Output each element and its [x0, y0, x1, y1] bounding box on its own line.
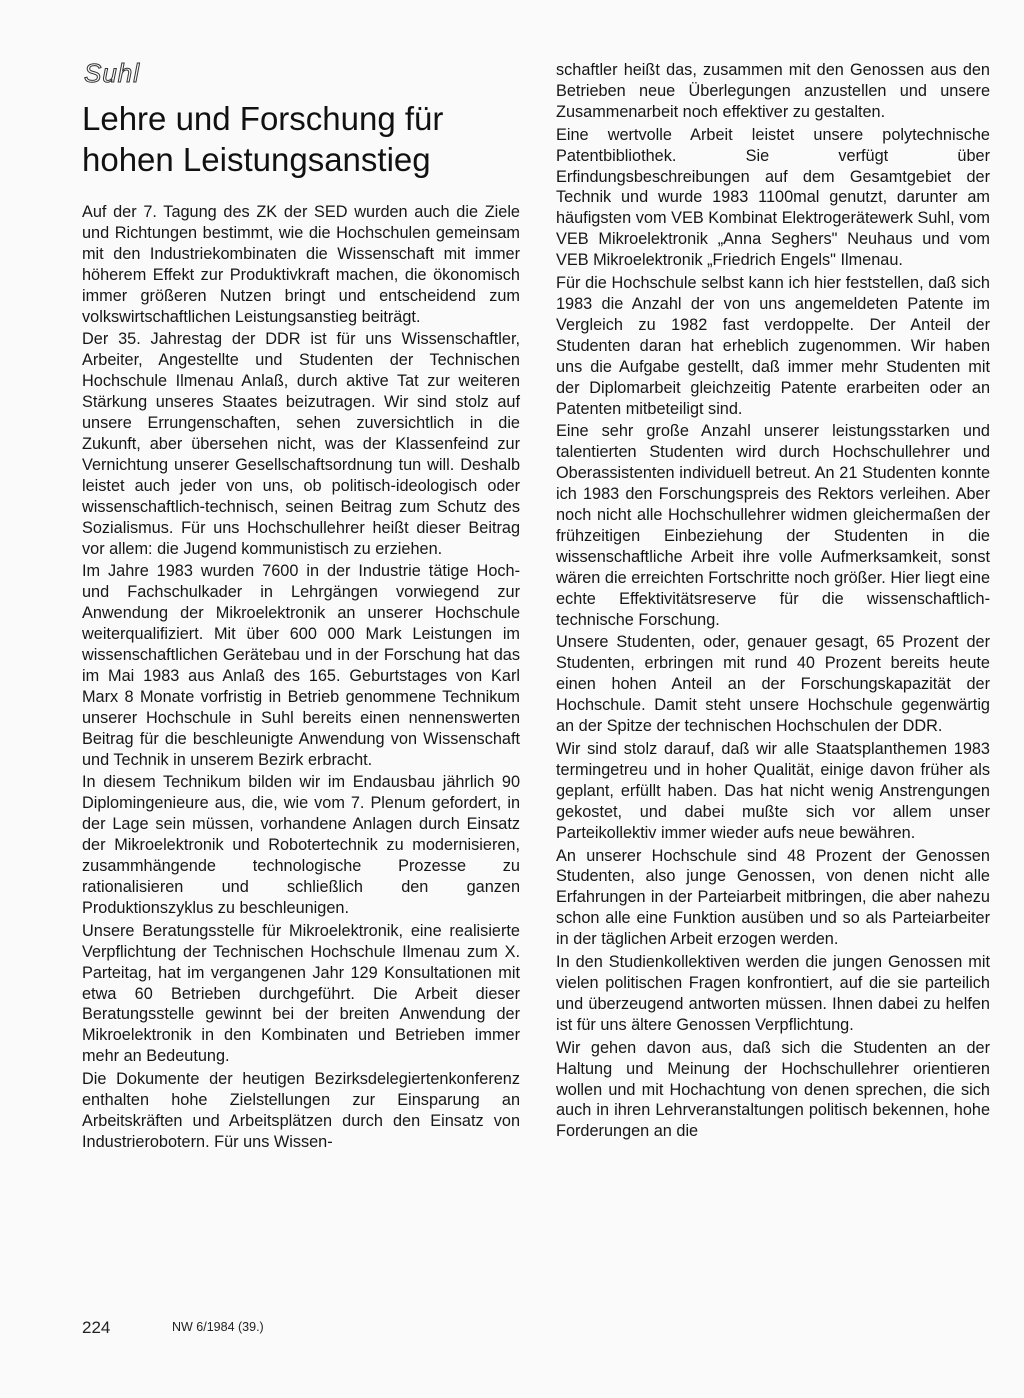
source-reference: NW 6/1984 (39.) — [172, 1320, 264, 1334]
paragraph: Eine sehr große Anzahl unserer leistungsstarken und talentierten Studenten wird durch Hochschullehrer und Oberassistenten individuell betreut. An 21 Studenten konnte ich 1983 den Forschungspreis des Rektors verleihen. Aber noch nicht alle Hochschullehrer widmen gleichermaßen der frühzeitigen Einbeziehung der Studenten in die wissenschaftliche Arbeit ihre volle Aufmerksamkeit, sonst wären die erreichten Fortschritte noch größer. Hier liegt eine echte Effektivitätsreserve für die wissenschaftlich-technische Forschung. — [556, 422, 990, 629]
paragraph: Unsere Studenten, oder, genauer gesagt, 65 Prozent der Studenten, erbringen mit rund 40 Prozent bereits heute einen hohen Anteil an der Forschungskapazität der Hochschule. Damit steht unsere Hochschule gegenwärtig an der Spitze der technischen Hochschulen der DDR. — [556, 633, 990, 736]
left-column — [82, 202, 520, 1155]
paragraph: Eine wertvolle Arbeit leistet unsere polytechnische Patentbibliothek. Sie verfügt über Erfindungsbeschreibungen auf dem Gesamtgebiet der Technik und wurde 1983 1100mal genutzt, darunter am häufigsten vom VEB Kombinat Elektrogerätewerk Suhl, vom VEB Mikroelektronik „Anna Seghers" Neuhaus und vom VEB Mikroelektronik „Friedrich Engels" Ilmenau. — [556, 125, 990, 270]
right-column — [556, 60, 990, 1144]
page-number: 224 — [82, 1318, 111, 1337]
paragraph: schaftler heißt das, zusammen mit den Genossen aus den Betrieben neue Überlegungen anzustellen und unsere Zusammenarbeit noch effektiver zu gestalten. — [556, 61, 990, 121]
paragraph: Wir gehen davon aus, daß sich die Studenten an der Haltung und Meinung der Hochschullehrer orientieren wollen und mit Hochachtung von denen sprechen, die sich auch in ihren Lehrveranstaltungen politisch bekennen, hohe Forderungen an die — [556, 1038, 990, 1141]
paragraph: In diesem Technikum bilden wir im Endausbau jährlich 90 Diplomingenieure aus, die, wie vom 7. Plenum gefordert, in der Lage sein müssen, vorhandene Anlagen durch Einsatz der Mikroelektronik und Robotertechnik zu modernisieren, zusammhängende technologische Prozesse zu rationalisieren und schließlich den ganzen Produktionszyklus zu beschleunigen. — [82, 773, 520, 917]
paragraph: Die Dokumente der heutigen Bezirksdelegiertenkonferenz enthalten hohe Zielstellungen zur Einsparung an Arbeitskräften und Arbeitsplätzen durch den Einsatz von Industrierobotern. Für uns Wissen- — [82, 1070, 520, 1151]
paragraph: Im Jahre 1983 wurden 7600 in der Industrie tätige Hoch- und Fachschulkader in Lehrgängen vorwiegend zur Anwendung der Mikroelektronik an unserer Hochschule weiterqualifiziert. Mit über 600 000 Mark Leistungen im wissenschaftlichen Gerätebau und in der Forschung hat das im Mai 1983 aus Anlaß des 165. Geburtstages von Karl Marx 8 Monate vorfristig in Betrieb genommene Technikum unserer Hochschule in Suhl bereits einen nennenswerten Beitrag für die beschleunigte Anwendung von Wissenschaft und Technik in unserem Bezirk erbracht. — [82, 562, 520, 769]
paragraph: Unsere Beratungsstelle für Mikroelektronik, eine realisierte Verpflichtung der Technischen Hochschule Ilmenau zum X. Parteitag, hat im vergangenen Jahr 129 Konsultationen mit etwa 60 Betrieben durchgeführt. Die Arbeit dieser Beratungsstelle gewinnt bei der breiten Anwendung der Mikroelektronik in den Kombinaten und Betrieben immer mehr an Bedeutung. — [82, 921, 520, 1066]
article-kicker: Suhl — [84, 58, 141, 88]
page-footer — [82, 1318, 264, 1338]
paragraph: In den Studienkollektiven werden die jungen Genossen mit vielen politischen Fragen konfrontiert, auf die sie parteilich und überzeugend antworten müssen. Ihnen dabei zu helfen ist für uns ältere Genossen Verpflichtung. — [556, 953, 990, 1034]
paragraph: Auf der 7. Tagung des ZK der SED wurden auch die Ziele und Richtungen bestimmt, wie die Hochschulen gemeinsam mit den Industriekombinaten die Wissenschaft mit immer höherem Effekt zur Produktivkraft machen, die ökonomisch immer größeren Nutzen bringt und entscheidend zum volkswirtschaftlichen Leistungsanstieg beiträgt. — [82, 203, 520, 326]
paragraph: An unserer Hochschule sind 48 Prozent der Genossen Studenten, also junge Genossen, von denen nicht alle Erfahrungen in der Parteiarbeit mitbringen, die aber nahezu schon alle eine Funktion ausüben und so als Parteiarbeiter in der täglichen Arbeit erzogen werden. — [556, 846, 990, 949]
article-headline: Lehre und Forschung für hohen Leistungsanstieg — [82, 100, 444, 178]
paragraph: Für die Hochschule selbst kann ich hier feststellen, daß sich 1983 die Anzahl der von uns angemeldeten Patente im Vergleich zu 1982 fast verdoppelte. Der Anteil der Studenten daran hat erheblich zugenommen. Wir haben uns die Aufgabe gestellt, daß immer mehr Studenten mit der Diplomarbeit gleichzeitig Patente erarbeiten oder an Patenten mitbeteiligt sind. — [556, 274, 990, 418]
paragraph: Der 35. Jahrestag der DDR ist für uns Wissenschaftler, Arbeiter, Angestellte und Studenten der Technischen Hochschule Ilmenau Anlaß, durch aktive Tat zur weiteren Stärkung unseres Staates beizutragen. Wir sind stolz auf unsere Errungenschaften, sehen zuversichtlich in die Zukunft, aber übersehen nicht, was der Klassenfeind zur Vernichtung unserer Gesellschaftsordnung tun will. Deshalb leistet auch jeder von uns, ob politisch-ideologisch oder wissenschaftlich-technisch, seinen Beitrag zum Schutz des Sozialismus. Für uns Hochschullehrer heißt dieser Beitrag vor allem: die Jugend kommunistisch zu erziehen. — [82, 330, 520, 558]
paragraph: Wir sind stolz darauf, daß wir alle Staatsplanthemen 1983 termingetreu und in hoher Qualität, einige davon früher als geplant, erfüllt haben. Das hat nicht wenig Anstrengungen gekostet, und dabei mußte sich vor allem unser Parteikollektiv immer wieder aufs neue bewähren. — [556, 740, 990, 842]
